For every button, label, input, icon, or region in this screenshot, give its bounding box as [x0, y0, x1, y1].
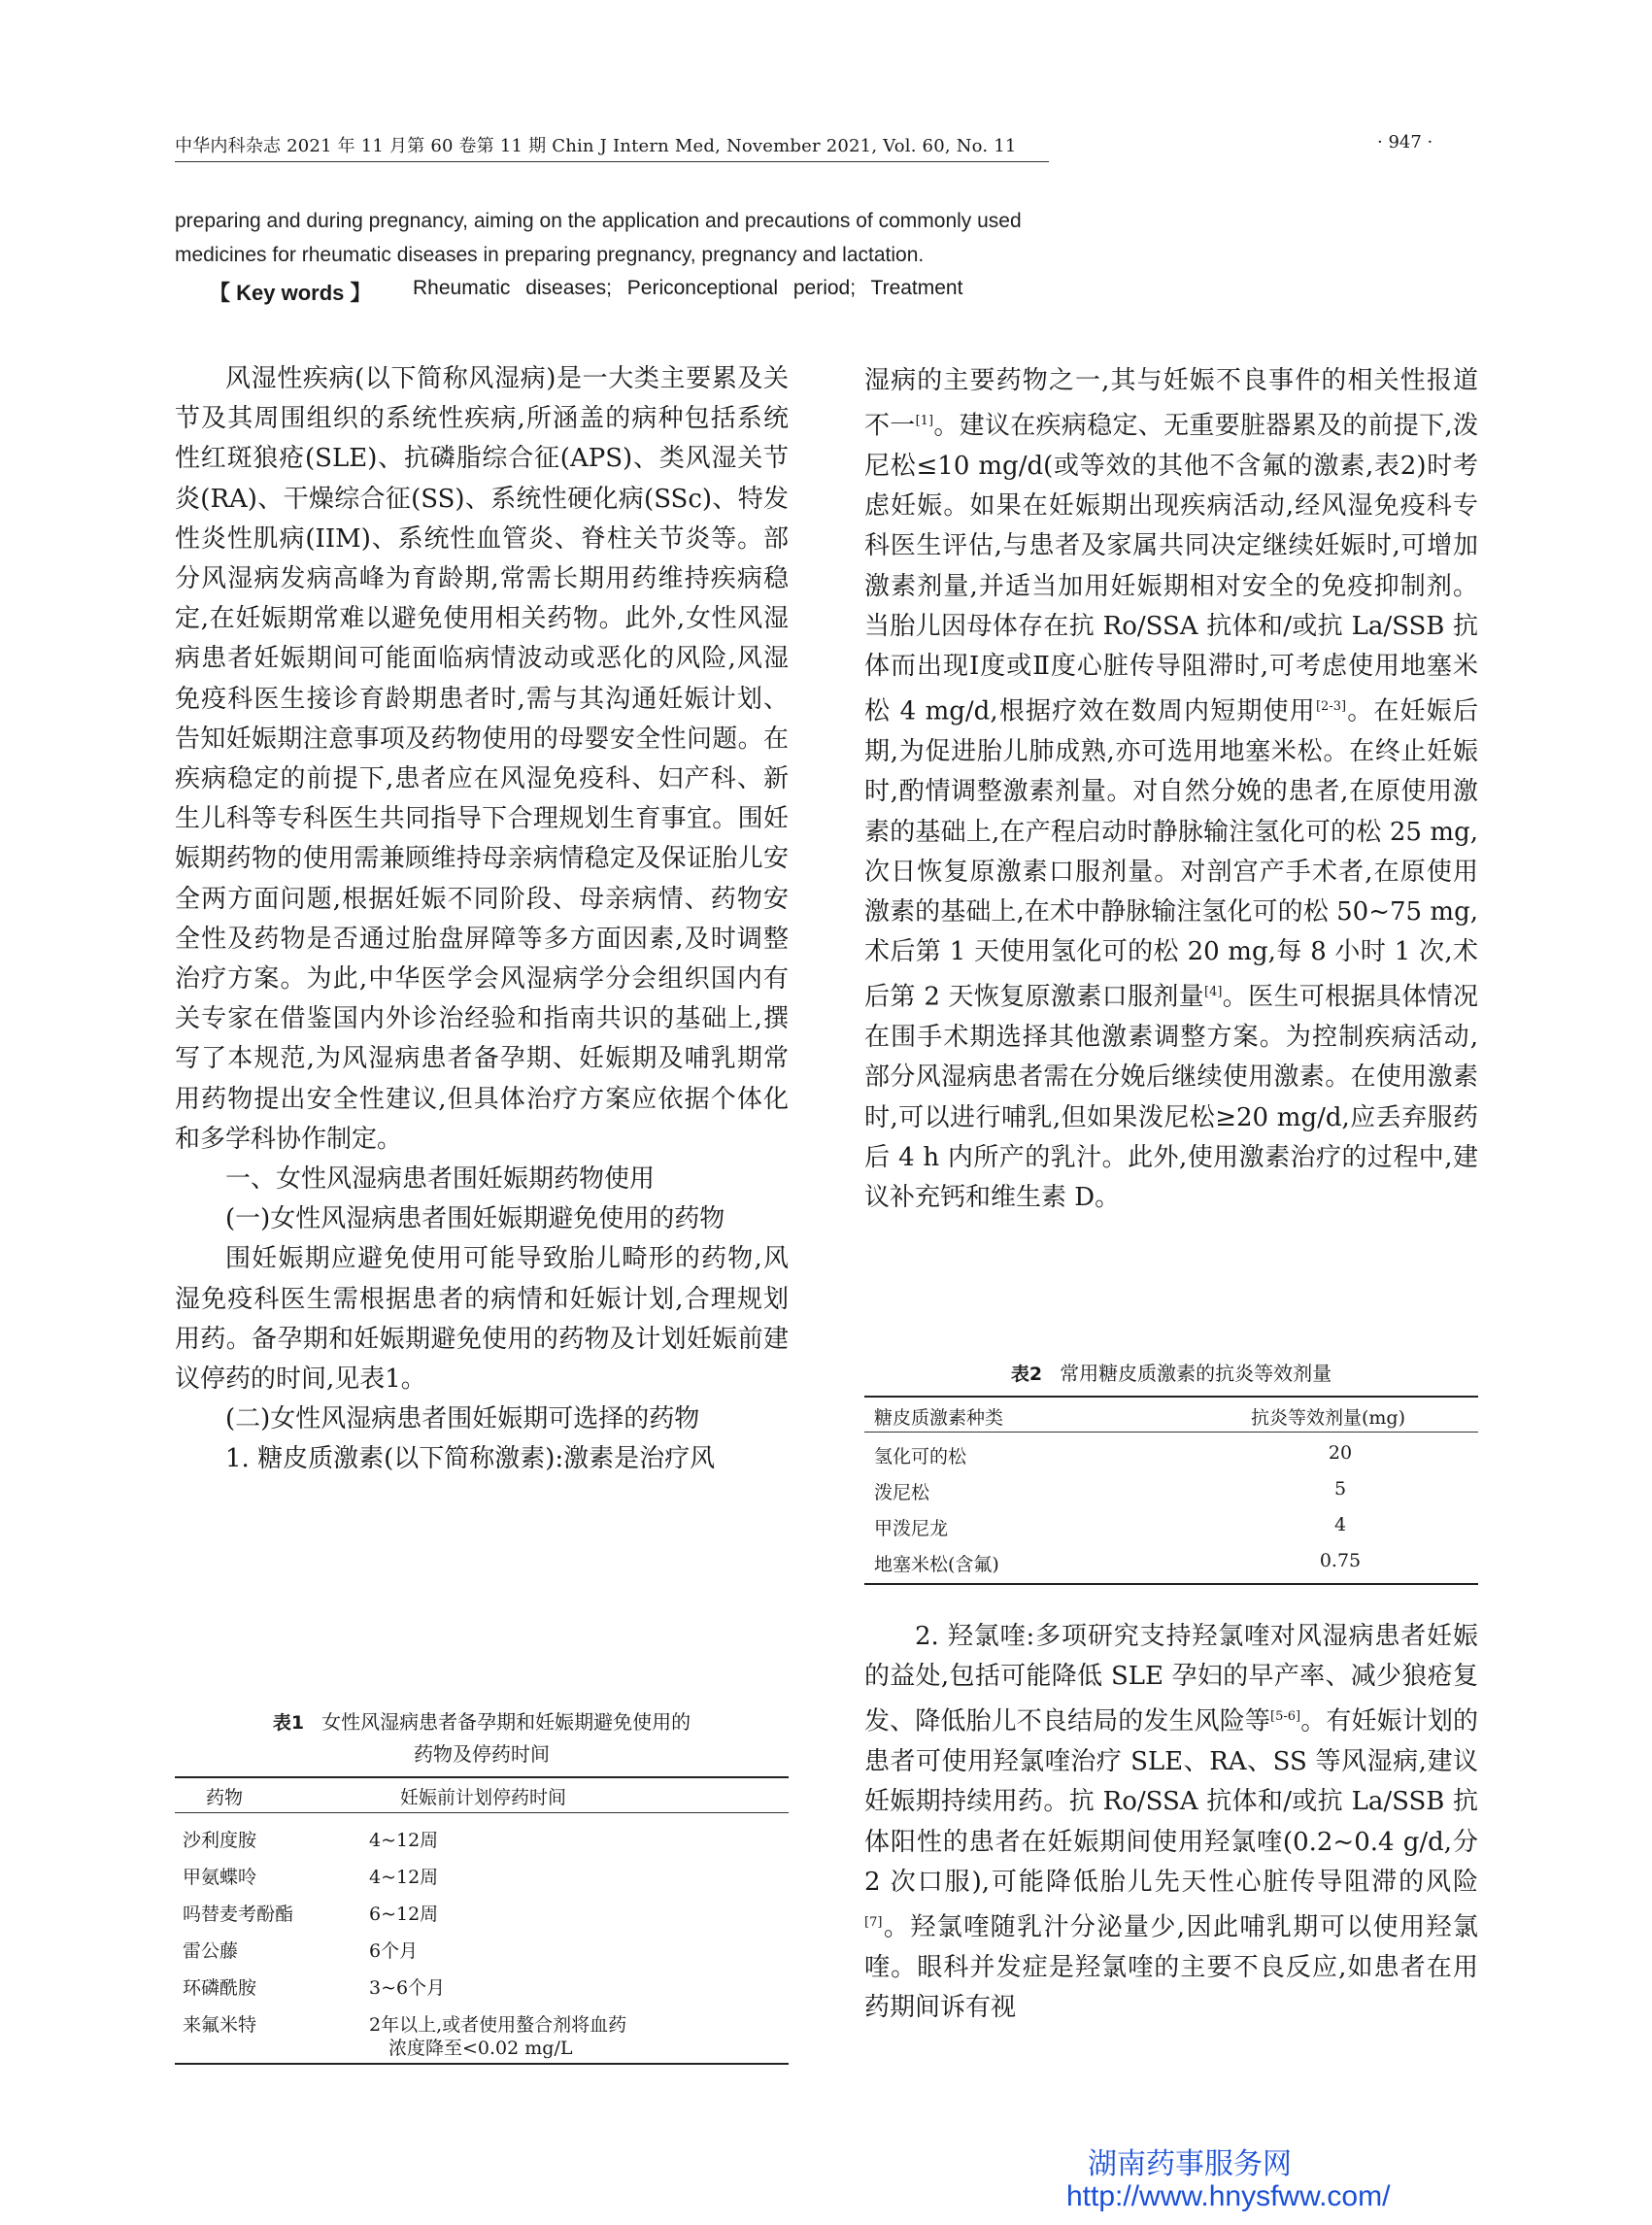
table1-header-drug: 药物: [206, 1787, 244, 1808]
table1-label: 表1: [272, 1712, 305, 1734]
citation-ref: [2-3]: [1315, 699, 1347, 715]
subsection-heading-1: (一)女性风湿病患者围妊娠期避免使用的药物: [225, 1204, 725, 1234]
table1-row-drug: 沙利度胺: [183, 1830, 257, 1851]
table2-row-dose: 0.75: [1319, 1550, 1362, 1571]
table1-caption-line2: 药物及停药时间: [414, 1742, 550, 1766]
table1-row-drug: 雷公藤: [183, 1940, 239, 1962]
table2-row-name: 氢化可的松: [874, 1446, 967, 1467]
table2-top-rule: [864, 1396, 1478, 1398]
section-heading-1: 一、女性风湿病患者围妊娠期药物使用: [225, 1164, 656, 1195]
table2-label: 表2: [1010, 1364, 1043, 1385]
table2-caption-text: 常用糖皮质激素的抗炎等效剂量: [1060, 1362, 1332, 1385]
intro-paragraph: 风湿性疾病(以下简称风湿病)是一大类主要累及关节及其周围组织的系统性疾病,所涵盖的病种包括系统性红斑狼疮(SLE)、抗磷脂综合征(APS)、类风湿关节炎(RA)、干燥综合征(SS)、系统性硬化病(SSc)、特发性炎性肌病(IIM)、系统性血管炎、脊柱关节炎等。部分风湿病发病高峰为育龄期,常需长期用药维持疾病稳定,在妊娠期常难以避免使用相关药物。此外,女性风湿病患者妊娠期间可能面临病情波动或恶化的风险,风湿免疫科医生接诊育龄期患者时,需与其沟通妊娠计划、告知妊娠期注意事项及药物使用的母婴安全性问题。在疾病稳定的前提下,患者应在风湿免疫科、妇产科、新生儿科等专科医生共同指导下合理规划生育事宜。围妊娠期药物的使用需兼顾维持母亲病情稳定及保证胎儿安全两方面问题,根据妊娠不同阶段、母亲病情、药物安全性及药物是否通过胎盘屏障等多方面因素,及时调整治疗方案。为此,中华医学会风湿病学分会组织国内有关专家在借鉴国内外诊治经验和指南共识的基础上,撰写了本规范,为风湿病患者备孕期、妊娠期及哺乳期常用药物提出安全性建议,但具体治疗方案应依据个体化和多学科协作制定。: [175, 364, 789, 1154]
table2-caption: [864, 1358, 1478, 1386]
header-rule: [175, 161, 1049, 162]
table1-bottom-rule: [175, 2063, 789, 2065]
table1-row-time: 4~12周: [369, 1867, 439, 1888]
table2-header-type: 糖皮质激素种类: [874, 1407, 1004, 1429]
avoid-drugs-paragraph: 围妊娠期应避免使用可能导致胎儿畸形的药物,风湿免疫科医生需根据患者的病情和妊娠计划,合理规划用药。备孕期和妊娠期避免使用的药物及计划妊娠前建议停药的时间,见表1。: [175, 1244, 789, 1395]
table1-row-time-continued: 浓度降至<0.02 mg/L: [388, 2038, 573, 2059]
table2-row-dose: 5: [1333, 1478, 1347, 1500]
table1-caption: [175, 1706, 789, 1735]
citation-ref: [1]: [915, 414, 934, 429]
table2-header-dose: 抗炎等效剂量(mg): [1251, 1407, 1406, 1429]
table1-row-drug: 甲氨蝶呤: [183, 1867, 257, 1888]
table2-row-name: 地塞米松(含氟): [874, 1554, 999, 1575]
keywords-text: Rheumatic diseases; Periconceptional period; Treatment: [413, 277, 963, 299]
table2-bottom-rule: [864, 1583, 1478, 1585]
watermark-site-name: 湖南药事服务网: [1088, 2147, 1292, 2181]
left-column: [175, 359, 789, 1480]
glucocorticoid-paragraph: 湿病的主要药物之一,其与妊娠不良事件的相关性报道不一[1]。建议在疾病稳定、无重要脏器累及的前提下,泼尼松≤10 mg/d(或等效的其他不含氟的激素,表2)时考虑妊娠。如果在妊娠期出现疾病活动,经风湿免疫科专科医生评估,与患者及家属共同决定继续妊娠时,可增加激素剂量,并适当加用妊娠期相对安全的免疫抑制剂。当胎儿因母体存在抗 Ro/SSA 抗体和/或抗 La/SSB 抗体而出现Ⅰ度或Ⅱ度心脏传导阻滞时,可考虑使用地塞米松 4 mg/d,根据疗效在数周内短期使用[2-3]。在妊娠后期,为促进胎儿肺成熟,亦可选用地塞米松。在终止妊娠时,酌情调整激素剂量。对自然分娩的患者,在原使用激素的基础上,在产程启动时静脉输注氢化可的松 25 mg,次日恢复原激素口服剂量。对剖宫产手术者,在原使用激素的基础上,在术中静脉输注氢化可的松 50~75 mg,术后第 1 天使用氢化可的松 20 mg,每 8 小时 1 次,术后第 2 天恢复原激素口服剂量[4]。医生可根据具体情况在围手术期选择其他激素调整方案。为控制疾病活动,部分风湿病患者需在分娩后继续使用激素。在使用激素时,可以进行哺乳,但如果泼尼松≥20 mg/d,应丢弃服药后 4 h 内所产的乳汁。此外,使用激素治疗的过程中,建议补充钙和维生素 D。: [864, 366, 1478, 1213]
keywords-label: 【 Key words 】: [209, 281, 372, 305]
table1-row-drug: 环磷酰胺: [183, 1977, 257, 1999]
right-column-lower: [864, 1617, 1478, 2028]
citation-ref: [7]: [864, 1915, 883, 1931]
table1-row-time: 3~6个月: [369, 1977, 446, 1999]
table2-row-name: 甲泼尼龙: [874, 1518, 949, 1539]
table1-header-time: 妊娠前计划停药时间: [400, 1787, 567, 1808]
table1-row-time: 2年以上,或者使用螯合剂将血药: [369, 2014, 627, 2036]
table2-row-name: 泼尼松: [874, 1482, 930, 1503]
citation-ref: [5-6]: [1270, 1709, 1301, 1725]
watermark-url[interactable]: http://www.hnysfww.com/: [1066, 2180, 1391, 2212]
table1-header-rule: [175, 1812, 789, 1813]
table1-row-drug: 吗替麦考酚酯: [183, 1904, 294, 1925]
table1-row-time: 4~12周: [369, 1830, 439, 1851]
subsection-heading-2: (二)女性风湿病患者围妊娠期可选择的药物: [225, 1404, 700, 1434]
table2-row-dose: 20: [1328, 1442, 1353, 1464]
page-number: · 947 ·: [1377, 132, 1433, 152]
glucocorticoid-paragraph-start: 1. 糖皮质激素(以下简称激素):激素是治疗风: [225, 1444, 716, 1474]
citation-ref: [4]: [1204, 985, 1223, 1000]
table2-header-rule: [864, 1432, 1478, 1433]
table1-caption-line1: 女性风湿病患者备孕期和妊娠期避免使用的: [321, 1710, 691, 1734]
table1-row-time: 6~12周: [369, 1904, 439, 1925]
right-column-upper: [864, 361, 1478, 1218]
abstract-line-2: medicines for rheumatic diseases in preparing pregnancy, pregnancy and lactation.: [175, 244, 925, 266]
table1-row-drug: 来氟米特: [183, 2014, 257, 2036]
hydroxychloroquine-paragraph: 2. 羟氯喹:多项研究支持羟氯喹对风湿病患者妊娠的益处,包括可能降低 SLE 孕妇的早产率、减少狼疮复发、降低胎儿不良结局的发生风险等[5-6]。有妊娠计划的患者可使用羟氯喹治疗 SLE、RA、SS 等风湿病,建议妊娠期持续用药。抗 Ro/SSA 抗体和/或抗 La/SSB 抗体阳性的患者在妊娠期间使用羟氯喹(0.2~0.4 g/d,分 2 次口服),可能降低胎儿先天性心脏传导阻滞的风险[7]。羟氯喹随乳汁分泌量少,因此哺乳期可以使用羟氯喹。眼科并发症是羟氯喹的主要不良反应,如患者在用药期间诉有视: [864, 1622, 1478, 2023]
running-header: 中华内科杂志 2021 年 11 月第 60 卷第 11 期 Chin J Intern Med, November 2021, Vol. 60, No. 11: [175, 136, 1017, 156]
table1-top-rule: [175, 1776, 789, 1778]
table2-row-dose: 4: [1333, 1514, 1347, 1535]
abstract-line-1: preparing and during pregnancy, aiming on the application and precautions of commonly used: [175, 210, 1022, 232]
table1-row-time: 6个月: [369, 1940, 419, 1962]
